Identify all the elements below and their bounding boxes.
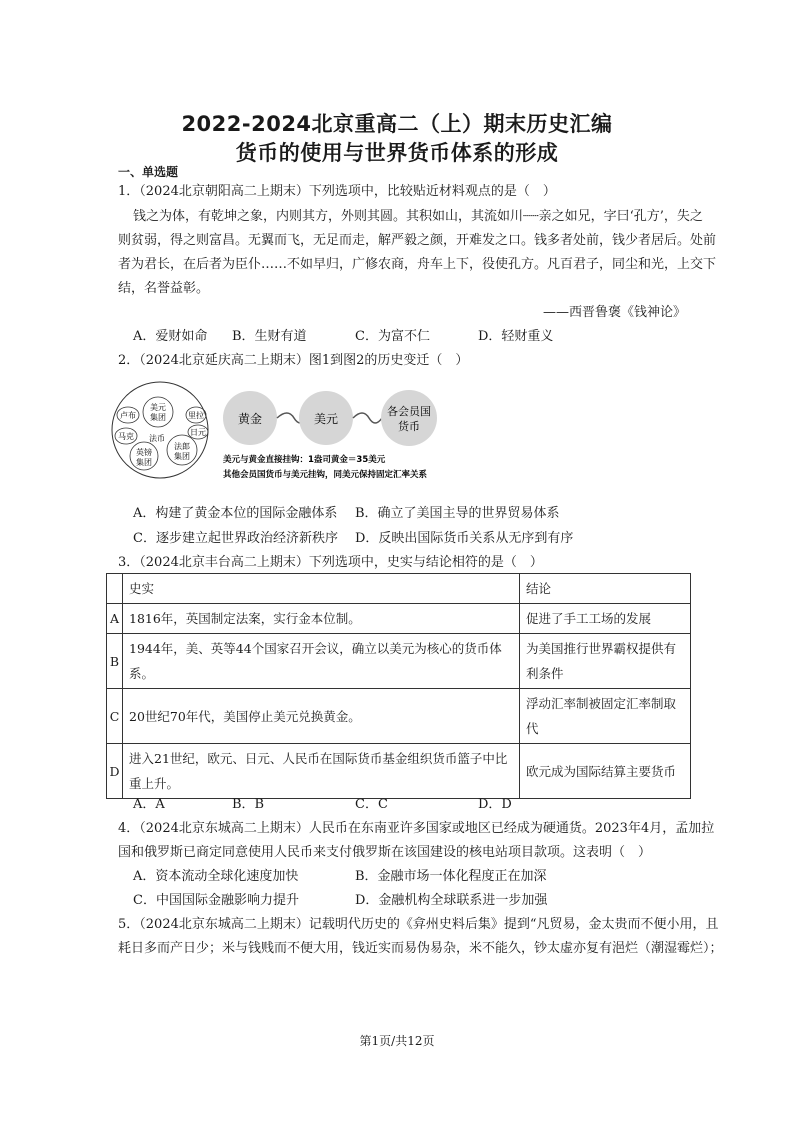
- row-conclusion: 为美国推行世界霸权提供有利条件: [520, 634, 691, 689]
- row-fact: 1944年，美、英等44个国家召开会议，确立以美元为核心的货币体系。: [123, 634, 520, 689]
- q2-option-a[interactable]: A．构建了黄金本位的国际金融体系: [133, 506, 338, 521]
- q1-option-c[interactable]: C．为富不仁: [355, 329, 430, 344]
- fig2-usd-label: 美元: [313, 412, 339, 426]
- fig2-caption-1: 美元与黄金直接挂钩：1盎司黄金＝35美元: [223, 455, 386, 465]
- q3-option-d[interactable]: D．D: [478, 797, 512, 812]
- fig1-usd-group-line2: 集团: [150, 413, 166, 422]
- fig1-usd-group-circle: [143, 397, 173, 427]
- row-conclusion: 欧元成为国际结算主要货币: [520, 744, 691, 799]
- fig2-gold-label: 黄金: [237, 412, 263, 426]
- q4-option-c[interactable]: C．中国国际金融影响力提升: [133, 893, 299, 908]
- q1-option-a[interactable]: A．爱财如命: [133, 329, 208, 344]
- fig2-link-2: [353, 413, 382, 423]
- table-header-conclusion: 结论: [520, 574, 691, 604]
- row-fact: 20世纪70年代，美国停止美元兑换黄金。: [123, 689, 520, 744]
- q4-stem-line-1: 4．（2024北京东城高二上期末）人民币在东南亚许多国家或地区已经成为硬通货。2023年4月，孟加拉: [118, 821, 715, 836]
- fig1-usd-group-line1: 美元: [150, 403, 166, 412]
- row-label: B: [107, 634, 123, 689]
- table-header-blank: [107, 574, 123, 604]
- table-header-row: [107, 574, 691, 604]
- q1-option-d[interactable]: D．轻财重义: [478, 329, 554, 344]
- q2-option-c[interactable]: C．逐步建立起世界政治经济新秩序: [133, 531, 338, 546]
- q3-option-c[interactable]: C．C: [355, 797, 388, 812]
- fig1-fabi-label: 法币: [149, 434, 165, 443]
- fig1-franc-group-line1: 法郎: [174, 442, 190, 451]
- q3-option-a[interactable]: A．A: [133, 797, 165, 812]
- document-title: 2022-2024北京重高二（上）期末历史汇编: [181, 112, 613, 136]
- q1-passage-line-3: 者为君长，在后者为臣仆……不如早归，广修农商，舟车上下，役使孔方。凡百君子，同尘和光，上交下: [118, 257, 717, 272]
- row-fact: 进入21世纪，欧元、日元、人民币在国际货币基金组织货币篮子中比重上升。: [123, 744, 520, 799]
- q4-option-d[interactable]: D．金融机构全球联系进一步加强: [355, 893, 548, 908]
- q4-option-b[interactable]: B．金融市场一体化程度正在加深: [355, 869, 547, 884]
- row-label: A: [107, 604, 123, 634]
- q3-table: [106, 573, 691, 799]
- q3-option-b[interactable]: B．B: [232, 797, 265, 812]
- q1-option-b[interactable]: B．生财有道: [232, 329, 307, 344]
- table-row: [107, 744, 691, 799]
- q1-passage-line-4: 结，名誉益彰。: [118, 281, 210, 296]
- table-row: [107, 689, 691, 744]
- fig1-gbp-group-line2: 集团: [136, 458, 152, 467]
- fig1-gbp-group-line1: 英镑: [136, 448, 152, 457]
- q2-option-b[interactable]: B．确立了美国主导的世界贸易体系: [355, 506, 560, 521]
- q5-stem-line-1: 5．（2024北京东城高二上期末）记载明代历史的《弇州史料后集》提到“凡贸易，金太贵而不便小用，且: [118, 917, 719, 932]
- q1-source: ——西晋鲁褒《钱神论》: [542, 305, 686, 320]
- row-fact: 1816年，英国制定法案，实行金本位制。: [123, 604, 520, 634]
- fig2-member-node: [381, 390, 437, 446]
- q2-option-d[interactable]: D．反映出国际货币关系从无序到有序: [355, 531, 574, 546]
- fig2-member-label-line2: 货币: [398, 420, 420, 433]
- table-row: [107, 634, 691, 689]
- fig1-mark-label: 马克: [118, 432, 134, 441]
- row-label: C: [107, 689, 123, 744]
- q5-stem-line-2: 耗日多而产日少；米与钱贱而不便大用，钱近实而易伪易杂，米不能久，钞太虚亦复有浥烂（潮湿霉烂）；: [118, 941, 723, 956]
- q3-stem: 3．（2024北京丰台高二上期末）下列选项中，史实与结论相符的是（ ）: [118, 555, 543, 570]
- fig1-franc-group-line2: 集团: [174, 452, 190, 461]
- row-label: D: [107, 744, 123, 799]
- table-row: [107, 604, 691, 634]
- section-heading: 一、单选题: [118, 165, 179, 179]
- page-number: 第1页/共12页: [359, 1034, 435, 1048]
- row-conclusion: 浮动汇率制被固定汇率制取代: [520, 689, 691, 744]
- q2-stem: 2．（2024北京延庆高二上期末）图1到图2的历史变迁（ ）: [118, 353, 469, 368]
- document-subtitle: 货币的使用与世界货币体系的形成: [235, 141, 559, 165]
- table-header-fact: 史实: [123, 574, 520, 604]
- q1-passage-line-2: 则贫弱，得之则富昌。无翼而飞，无足而走，解严毅之颜，开难发之口。钱多者处前，钱少者居后。处前: [118, 233, 717, 248]
- q2-figure: [110, 380, 450, 490]
- fig2-caption-2: 其他会员国货币与美元挂钩，同美元保持固定汇率关系: [223, 470, 428, 480]
- fig1-lira-label: 里拉: [188, 411, 204, 420]
- q4-stem-line-2: 国和俄罗斯已商定同意使用人民币来支付俄罗斯在该国建设的核电站项目款项。这表明（ ）: [118, 845, 652, 860]
- q4-option-a[interactable]: A．资本流动全球化速度加快: [133, 869, 299, 884]
- q1-stem: 1．（2024北京朝阳高二上期末）下列选项中，比较贴近材料观点的是（ ）: [118, 184, 556, 199]
- q1-passage-line-1: 钱之为体，有乾坤之象，内则其方，外则其圆。其积如山，其流如川┈┈亲之如兄，字曰‘孔方’，失之: [133, 209, 703, 224]
- fig1-ruble-label: 卢布: [120, 411, 136, 420]
- fig2-member-label-line1: 各会员国: [387, 405, 431, 418]
- row-conclusion: 促进了手工工场的发展: [520, 604, 691, 634]
- fig1-yen-label: 日元: [190, 428, 206, 437]
